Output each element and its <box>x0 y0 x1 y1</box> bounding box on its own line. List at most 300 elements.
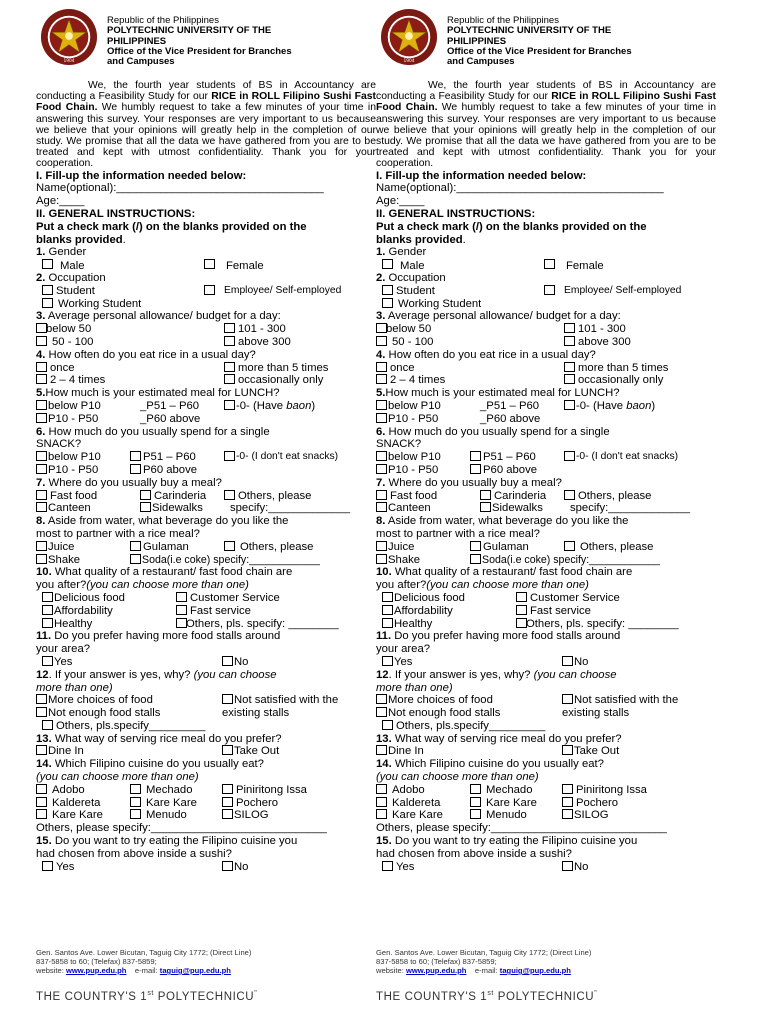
checkbox[interactable] <box>382 298 393 308</box>
others-specify-field[interactable]: specify:_____________ <box>230 502 350 515</box>
checkbox[interactable] <box>470 784 481 794</box>
option-have-baon: -0- (Have baon) <box>576 399 656 412</box>
checkbox[interactable] <box>130 809 141 819</box>
checkbox[interactable] <box>36 374 47 384</box>
option-pochero: Pochero <box>576 796 619 809</box>
option-employee: Employee/ Self-employed <box>224 284 342 296</box>
question-5: 5.How much is your estimated meal for LUNCH? <box>36 387 280 400</box>
option-not-satisfied: Not satisfied with the <box>234 694 339 707</box>
question-3: 3. Average personal allowance/ budget for a day: <box>376 310 621 323</box>
checkbox[interactable] <box>376 797 387 807</box>
option-sidewalks: Sidewalks <box>492 502 543 515</box>
question-4: 4. How often do you eat rice in a usual day? <box>376 348 596 361</box>
checkbox[interactable] <box>36 490 47 500</box>
checkbox[interactable] <box>376 745 387 755</box>
checkbox[interactable] <box>382 656 393 666</box>
q1-options <box>376 259 716 272</box>
checkbox[interactable] <box>42 605 53 615</box>
checkbox[interactable] <box>562 784 573 794</box>
checkbox[interactable] <box>36 784 47 794</box>
question-12-cont: more than one) <box>36 681 113 694</box>
checkbox[interactable] <box>562 809 573 819</box>
q13-options <box>36 745 376 758</box>
checkbox[interactable] <box>224 451 235 461</box>
checkbox[interactable] <box>376 451 387 461</box>
option-customer-service: Customer Service <box>190 591 280 604</box>
checkbox[interactable] <box>376 694 387 704</box>
option-student: Student <box>56 284 95 297</box>
option-p10-p50: P10 - P50 <box>48 463 99 476</box>
checkbox[interactable] <box>204 259 215 269</box>
question-14-cont: (you can choose more than one) <box>376 771 539 784</box>
checkbox[interactable] <box>176 592 187 602</box>
option-no: No <box>234 655 249 668</box>
checkbox[interactable] <box>470 464 481 474</box>
option-p60-above: P60 above <box>483 463 538 476</box>
checkbox[interactable] <box>544 259 555 269</box>
option-p60-above: P60 above <box>143 463 198 476</box>
section-2-title: II. GENERAL INSTRUCTIONS: <box>36 208 196 221</box>
checkbox[interactable] <box>224 374 235 384</box>
checkbox[interactable] <box>376 464 387 474</box>
checkbox[interactable] <box>562 797 573 807</box>
q14-options-row1 <box>36 784 376 797</box>
q6-options-row1 <box>376 451 716 464</box>
q11-options <box>376 656 716 669</box>
checkbox[interactable] <box>42 656 53 666</box>
checkbox[interactable] <box>42 720 53 730</box>
option-others-specify: Others, pls.specify_________ <box>396 719 546 732</box>
checkbox[interactable] <box>140 502 151 512</box>
checkbox[interactable] <box>470 541 481 551</box>
question-10: 10. What quality of a restaurant/ fast food chain are <box>36 566 293 579</box>
checkbox[interactable] <box>382 605 393 615</box>
option-once: once <box>50 361 75 374</box>
q3-options-row1 <box>376 323 716 336</box>
option-p10-p50: P10 - P50 <box>48 412 99 425</box>
checkbox[interactable] <box>376 413 387 423</box>
option-101-300: 101 - 300 <box>238 323 286 336</box>
age-field[interactable]: Age:____ <box>376 195 425 208</box>
checkbox[interactable] <box>36 464 47 474</box>
checkbox[interactable] <box>480 502 491 512</box>
checkbox[interactable] <box>562 694 573 704</box>
q12-options-row2 <box>376 707 716 720</box>
checkbox[interactable] <box>130 541 141 551</box>
option-above-300: above 300 <box>238 335 291 348</box>
option-healthy: Healthy <box>54 617 93 630</box>
option-50-100: 50 - 100 <box>392 335 434 348</box>
q13-options <box>376 745 716 758</box>
q5-options-row2 <box>36 413 376 426</box>
q12-options-row3 <box>36 720 376 733</box>
q7-options-row1 <box>36 490 376 503</box>
checkbox[interactable] <box>42 298 53 308</box>
question-12-cont: more than one) <box>376 681 453 694</box>
university-name-2: PHILIPPINES <box>107 35 167 47</box>
option-gulaman: Gulaman <box>483 540 529 553</box>
question-7: 7. Where do you usually buy a meal? <box>36 476 222 489</box>
option-below-p10: below P10 <box>388 399 441 412</box>
checkbox[interactable] <box>564 374 575 384</box>
checkbox[interactable] <box>376 336 387 346</box>
checkbox[interactable] <box>376 707 387 717</box>
checkbox[interactable] <box>222 784 233 794</box>
checkbox[interactable] <box>562 861 573 871</box>
option-delicious-food: Delicious food <box>394 591 465 604</box>
question-4: 4. How often do you eat rice in a usual day? <box>36 348 256 361</box>
option-take-out: Take Out <box>234 745 280 758</box>
checkbox[interactable] <box>36 707 47 717</box>
option-kaldereta: Kaldereta <box>392 796 441 809</box>
footer-contact <box>36 948 376 975</box>
option-affordability: Affordability <box>54 604 113 617</box>
checkbox[interactable] <box>224 490 235 500</box>
university-name: POLYTECHNIC UNIVERSITY OF THE <box>107 25 272 37</box>
checkbox[interactable] <box>382 285 393 295</box>
option-below-p10: below P10 <box>48 399 101 412</box>
question-1: 1. Gender <box>36 246 87 259</box>
checkbox[interactable] <box>222 656 233 666</box>
q3-options-row2 <box>376 336 716 349</box>
q12-options-row1 <box>36 694 376 707</box>
checkbox[interactable] <box>376 502 387 512</box>
option-not-enough-stalls: Not enough food stalls <box>388 707 501 720</box>
q6-options-row2 <box>376 464 716 477</box>
checkbox[interactable] <box>36 809 47 819</box>
pup-seal-logo <box>40 8 98 66</box>
checkbox[interactable] <box>470 797 481 807</box>
option-carinderia: Carinderia <box>494 489 547 502</box>
checkbox[interactable] <box>564 541 575 551</box>
option-others: Others, please <box>580 540 654 553</box>
checkbox[interactable] <box>516 592 527 602</box>
website-link[interactable]: www.pup.edu.ph <box>65 966 127 975</box>
university-name-2: PHILIPPINES <box>447 35 507 47</box>
option-juice: Juice <box>388 540 415 553</box>
checkbox[interactable] <box>36 362 47 372</box>
checkbox[interactable] <box>224 541 235 551</box>
option-piniritong-issa: Pinirito​ng Issa <box>576 783 647 796</box>
checkbox[interactable] <box>224 400 235 410</box>
checkbox[interactable] <box>376 554 387 564</box>
checkbox[interactable] <box>564 451 575 461</box>
option-no-snacks: -0- (I don't eat snacks) <box>236 451 339 463</box>
office-name: Office of the Vice President for Branches <box>447 45 632 57</box>
checkbox[interactable] <box>382 618 393 628</box>
option-kare-kare-2: Kare Kare <box>52 809 103 822</box>
checkbox[interactable] <box>130 784 141 794</box>
q15-options <box>376 861 716 874</box>
q4-options-row2 <box>36 374 376 387</box>
q14-options-row2 <box>376 797 716 810</box>
option-adobo: Adobo <box>52 783 85 796</box>
q14-options-row1 <box>376 784 716 797</box>
checkbox[interactable] <box>382 861 393 871</box>
checkbox[interactable] <box>562 745 573 755</box>
checkbox[interactable] <box>224 336 235 346</box>
q14-others-field[interactable]: Others, please specify:____________________________ <box>36 822 327 835</box>
footer-contact <box>376 948 716 975</box>
checkbox[interactable] <box>36 694 47 704</box>
question-1: 1. Gender <box>376 246 427 259</box>
question-14: 14. Which Filipino cuisine do you usually eat? <box>376 758 604 771</box>
checkbox[interactable] <box>42 618 53 628</box>
option-below-p10: below P10 <box>388 451 441 464</box>
q12-options-row1 <box>376 694 716 707</box>
option-take-out: Take Out <box>574 745 620 758</box>
checkbox[interactable] <box>42 259 53 269</box>
checkbox[interactable] <box>42 592 53 602</box>
survey-page-right <box>376 0 716 1024</box>
checkbox[interactable] <box>470 554 481 564</box>
checkbox[interactable] <box>376 374 387 384</box>
instructions-line-1: Put a check mark (/) on the blanks provided on the <box>376 220 647 233</box>
letterhead-text <box>107 16 377 67</box>
footer-address-2: 837-5858 to 60; (Telefax) 837-5859; <box>36 957 157 966</box>
survey-body <box>36 80 376 873</box>
checkbox[interactable] <box>36 400 47 410</box>
question-15: 15. Do you want to try eating the Filipino cuisine you <box>376 835 638 848</box>
question-2: 2. Occupation <box>36 272 106 284</box>
letterhead-text <box>447 16 717 67</box>
checkbox[interactable] <box>36 451 47 461</box>
instructions-line-2: blanks provided. <box>376 233 466 246</box>
question-6: 6. How much do you usually spend for a single <box>376 425 610 438</box>
question-8-cont: most to partner with a rice meal? <box>36 527 200 540</box>
option-kare-kare: Kare Kare <box>146 796 197 809</box>
q14-others-field[interactable]: Others, please specify:____________________________ <box>376 822 667 835</box>
question-2: 2. Occupation <box>376 272 446 284</box>
option-others: Others, please <box>240 540 314 553</box>
option-no: No <box>574 860 589 873</box>
question-5: 5.How much is your estimated meal for LUNCH? <box>376 387 620 400</box>
checkbox[interactable] <box>382 720 393 730</box>
checkbox[interactable] <box>480 490 491 500</box>
option-others-specify: Others, pls. specify: ________ <box>186 617 339 630</box>
checkbox[interactable] <box>382 259 393 269</box>
q5-options-row1 <box>376 400 716 413</box>
checkbox[interactable] <box>36 541 47 551</box>
option-female: Female <box>226 260 264 273</box>
section-1-title: I. Fill-up the information needed below: <box>376 169 587 182</box>
q2-options-row1 <box>376 285 716 298</box>
option-others-specify: Others, pls. specify: ________ <box>526 617 679 630</box>
option-dine-in: Dine In <box>388 745 424 758</box>
option-below-p10: below P10 <box>48 451 101 464</box>
q4-options-row2 <box>376 374 716 387</box>
checkbox[interactable] <box>564 490 575 500</box>
checkbox[interactable] <box>36 745 47 755</box>
option-shake: Shake <box>48 553 81 566</box>
q6-options-row2 <box>36 464 376 477</box>
website-link[interactable]: www.pup.edu.ph <box>405 966 467 975</box>
checkbox[interactable] <box>42 861 53 871</box>
checkbox[interactable] <box>376 362 387 372</box>
svg-text:1904: 1904 <box>63 59 75 65</box>
option-p10-p50: P10 - P50 <box>388 463 439 476</box>
question-6-cont: SNACK? <box>36 438 82 451</box>
checkbox[interactable] <box>130 451 141 461</box>
q14-options-row3 <box>36 809 376 822</box>
option-p10-p50: P10 - P50 <box>388 412 439 425</box>
option-more-than-5: more than 5 times <box>578 361 669 374</box>
option-others: Others, please <box>578 489 652 502</box>
option-not-enough-stalls: Not enough food stalls <box>48 707 161 720</box>
checkbox[interactable] <box>36 797 47 807</box>
option-others: Others, please <box>238 489 312 502</box>
checkbox[interactable] <box>222 861 233 871</box>
question-10: 10. What quality of a restaurant/ fast food chain are <box>376 566 633 579</box>
option-occasionally: occasionally only <box>578 374 664 387</box>
name-field[interactable]: Name(optional):_________________________________ <box>376 182 664 195</box>
checkbox[interactable] <box>564 323 575 333</box>
option-p60-above: _P60 above <box>140 412 201 425</box>
q10-options-row1 <box>376 592 716 605</box>
question-12: 12. If your answer is yes, why? (you can choose <box>36 668 277 681</box>
section-2-title: II. GENERAL INSTRUCTIONS: <box>376 208 536 221</box>
checkbox[interactable] <box>516 605 527 615</box>
option-fast-food: Fast food <box>390 489 438 502</box>
option-2-4-times: 2 – 4 times <box>390 374 446 387</box>
question-11-cont: your area? <box>376 643 431 656</box>
checkbox[interactable] <box>382 592 393 602</box>
checkbox[interactable] <box>222 745 233 755</box>
footer-address-2: 837-5858 to 60; (Telefax) 837-5859; <box>376 957 497 966</box>
letterhead <box>36 6 376 66</box>
q11-options <box>36 656 376 669</box>
q10-options-row3 <box>36 618 376 631</box>
checkbox[interactable] <box>564 362 575 372</box>
checkbox[interactable] <box>36 336 47 346</box>
question-10-cont: you after?(you can choose more than one) <box>376 579 589 592</box>
email-link[interactable]: taguig@pup.edu.ph <box>499 966 571 975</box>
checkbox[interactable] <box>376 400 387 410</box>
footer-motto: THE COUNTRY'S 1st POLYTECHNICU" <box>36 990 258 1003</box>
q10-options-row3 <box>376 618 716 631</box>
checkbox[interactable] <box>224 362 235 372</box>
checkbox[interactable] <box>376 809 387 819</box>
checkbox[interactable] <box>176 605 187 615</box>
question-13: 13. What way of serving rice meal do you prefer? <box>36 732 282 745</box>
option-male: Male <box>60 260 85 273</box>
question-6-cont: SNACK? <box>376 438 422 451</box>
q4-options-row1 <box>36 362 376 375</box>
checkbox[interactable] <box>376 490 387 500</box>
option-carinderia: Carinderia <box>154 489 207 502</box>
checkbox[interactable] <box>562 656 573 666</box>
age-field[interactable]: Age:____ <box>36 195 85 208</box>
email-link[interactable]: taguig@pup.edu.ph <box>159 966 231 975</box>
option-above-300: above 300 <box>578 335 631 348</box>
checkbox[interactable] <box>544 285 555 295</box>
checkbox[interactable] <box>470 451 481 461</box>
q5-options-row1 <box>36 400 376 413</box>
checkbox[interactable] <box>376 541 387 551</box>
option-dine-in: Dine In <box>48 745 84 758</box>
q7-options-row1 <box>376 490 716 503</box>
checkbox[interactable] <box>130 464 141 474</box>
option-existing-stalls: existing stalls <box>222 707 290 720</box>
question-15-cont: had chosen from above inside a sushi? <box>376 847 572 860</box>
question-11: 11. Do you prefer having more food stalls around <box>36 630 281 643</box>
instructions-line-2: blanks provided. <box>36 233 126 246</box>
option-adobo: Adobo <box>392 783 425 796</box>
option-have-baon: -0- (Have baon) <box>236 399 316 412</box>
question-14-cont: (you can choose more than one) <box>36 771 199 784</box>
name-field[interactable]: Name(optional):_________________________________ <box>36 182 324 195</box>
q1-options <box>36 259 376 272</box>
option-piniritong-issa: Pinirito​ng Issa <box>236 783 307 796</box>
q8-options-row2 <box>36 554 376 567</box>
option-yes: Yes <box>396 860 415 873</box>
checkbox[interactable] <box>42 285 53 295</box>
checkbox[interactable] <box>222 809 233 819</box>
option-once: once <box>390 361 415 374</box>
checkbox[interactable] <box>130 554 141 564</box>
checkbox[interactable] <box>36 554 47 564</box>
checkbox[interactable] <box>222 797 233 807</box>
office-name-2: and Campuses <box>107 56 175 68</box>
q10-options-row2 <box>36 605 376 618</box>
q8-options-row1 <box>376 541 716 554</box>
checkbox[interactable] <box>564 400 575 410</box>
q10-options-row1 <box>36 592 376 605</box>
option-yes: Yes <box>394 655 413 668</box>
option-yes: Yes <box>54 655 73 668</box>
q10-options-row2 <box>376 605 716 618</box>
option-menudo: Menudo <box>146 809 187 822</box>
checkbox[interactable] <box>222 694 233 704</box>
office-name-2: and Campuses <box>447 56 515 68</box>
option-more-choices: More choices of food <box>48 694 153 707</box>
option-soda-specify: Soda(i.e coke) specify:____________ <box>142 553 320 566</box>
option-working-student: Working Student <box>58 297 142 310</box>
question-11: 11. Do you prefer having more food stalls around <box>376 630 621 643</box>
checkbox[interactable] <box>130 797 141 807</box>
q2-options-row1 <box>36 285 376 298</box>
others-specify-field[interactable]: specify:_____________ <box>570 502 690 515</box>
checkbox[interactable] <box>204 285 215 295</box>
option-kare-kare: Kare Kare <box>486 796 537 809</box>
intro-paragraph: We, the fourth year students of BS in Accountancy are conducting a Feasibility Study for our RICE in ROLL Filipino Sushi Fast Food Chain. We humbly request to take a few minutes of your time in answering this survey. Your responses are very important to us because we believe that your opinions will greatly help in the completion of our study. We promise that all the data we have gathered from you are to be treated and kept with utmost confidentiality. Thank you for your cooperation. <box>36 80 376 170</box>
checkbox[interactable] <box>36 502 47 512</box>
option-kaldereta: Kaldereta <box>52 796 101 809</box>
checkbox[interactable] <box>470 809 481 819</box>
q12-options-row3 <box>376 720 716 733</box>
question-15: 15. Do you want to try eating the Filipino cuisine you <box>36 835 298 848</box>
option-below-50: below 50 <box>386 323 432 336</box>
option-kare-kare-2: Kare Kare <box>392 809 443 822</box>
checkbox[interactable] <box>376 784 387 794</box>
option-female: Female <box>566 260 604 273</box>
checkbox[interactable] <box>564 336 575 346</box>
q7-options-row2 <box>376 502 716 515</box>
checkbox[interactable] <box>140 490 151 500</box>
footer-address-1: Gen. Santos Ave. Lower Bicutan, Taguig City 1772; (Direct Line) <box>36 948 252 957</box>
checkbox[interactable] <box>36 413 47 423</box>
q5-options-row2 <box>376 413 716 426</box>
option-existing-stalls: existing stalls <box>562 707 630 720</box>
option-canteen: Canteen <box>48 502 91 515</box>
q2-options-row2 <box>36 298 376 311</box>
q14-options-row2 <box>36 797 376 810</box>
option-customer-service: Customer Service <box>530 591 620 604</box>
office-name: Office of the Vice President for Branches <box>107 45 292 57</box>
checkbox[interactable] <box>224 323 235 333</box>
option-more-choices: More choices of food <box>388 694 493 707</box>
q12-options-row2 <box>36 707 376 720</box>
